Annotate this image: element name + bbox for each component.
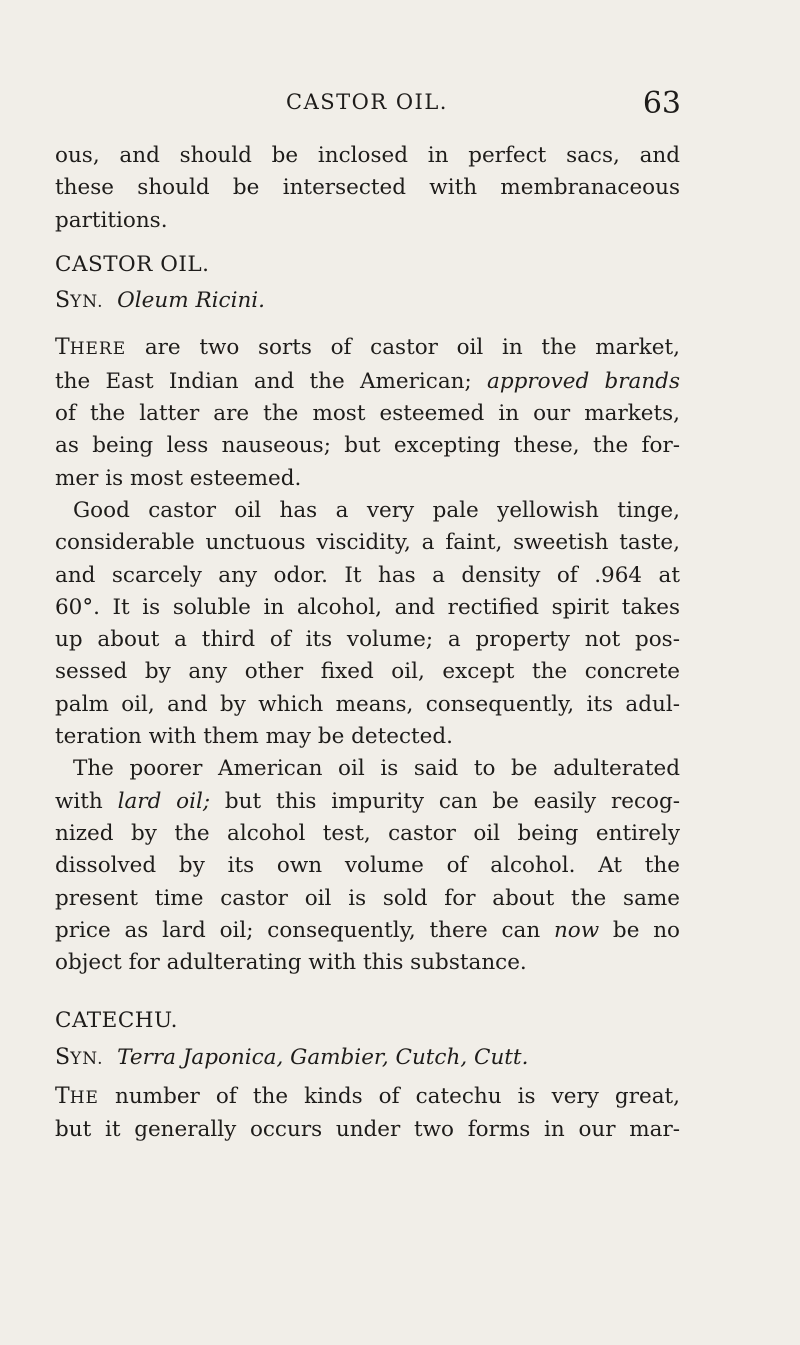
text-line: present time castor oil is sold for about the same [55,885,680,911]
text-line: teration with them may be detected. [55,724,453,750]
text-line: ous, and should be inclosed in perfect sacs, and [55,143,680,168]
text-line: but it generally occurs under two forms in our mar- [55,1117,680,1143]
synonym-line [55,1042,680,1075]
text-line: object for adulterating with this substance. [55,950,527,976]
italic-run: approved brands [487,368,680,394]
text-run: the East Indian and the American; [55,368,488,394]
text-line: mer is most esteemed. [55,465,302,491]
syn-label-initial: S [55,1044,71,1070]
paragraph-catechu-intro [55,1081,680,1147]
text-line: sessed by any other fixed oil, except the concrete [55,659,680,685]
running-head [0,86,800,126]
italic-run: lard oil; [117,788,211,814]
text-run: price as lard oil; consequently, there can [55,917,554,943]
text-line: dissolved by its own volume of alcohol. At the [55,853,680,879]
small-caps-word: HE [69,1088,99,1109]
drop-initial: T [55,335,70,361]
drop-initial: T [55,1084,70,1110]
text-line: as being less nauseous; but excepting these, the for- [55,433,680,459]
text-run: with [55,788,118,814]
text-line: partitions. [55,207,168,233]
text-line: considerable unctuous viscidity, a faint, sweetish taste, [55,530,680,556]
syn-label-rest: YN. [70,1048,104,1069]
text-line: and scarcely any odor. It has a density of .964 at [55,562,680,588]
text-line: palm oil, and by which means, consequently, its adul- [55,691,680,717]
synonym-line [55,285,680,318]
text-run: are two sorts of castor oil in the market, [126,335,680,361]
text-line: of the latter are the most esteemed in our markets, [55,401,680,427]
text-line: 60°. It is soluble in alcohol, and rectified spirit takes [55,594,680,620]
text-line [55,786,680,818]
text-line [55,332,680,365]
text-run: be no [599,917,680,943]
paragraph-castor-properties [55,495,680,753]
syn-label-initial: S [55,288,71,314]
syn-label-rest: YN. [70,292,104,313]
syn-value: Terra Japonica, Gambier, Cutch, Cutt. [117,1044,529,1070]
paragraph-castor-intro [55,332,680,494]
text-line [55,366,680,398]
paragraph-castor-adulteration [55,753,680,979]
text-line: The poorer American oil is said to be adulterated [73,756,680,782]
small-caps-word: HERE [69,339,127,360]
body-text [55,140,680,1147]
text-line: these should be intersected with membranaceous [55,175,680,201]
text-line: up about a third of its volume; a property not pos- [55,627,680,653]
text-line [55,915,680,947]
section-heading-castor-oil: CASTOR OIL. [55,251,210,277]
italic-run: now [553,917,600,943]
running-title: CASTOR OIL. [286,90,448,114]
text-line: Good castor oil has a very pale yellowish tinge, [73,497,680,523]
syn-value: Oleum Ricini. [117,288,266,314]
text-run: but this impurity can be easily recog- [210,788,680,814]
continuation-paragraph [55,140,680,237]
section-heading-catechu: CATECHU. [55,1008,179,1034]
text-line [55,1081,680,1114]
text-run: number of the kinds of catechu is very great, [98,1084,680,1110]
page-number: 63 [642,86,681,121]
text-line: nized by the alcohol test, castor oil being entirely [55,820,680,846]
